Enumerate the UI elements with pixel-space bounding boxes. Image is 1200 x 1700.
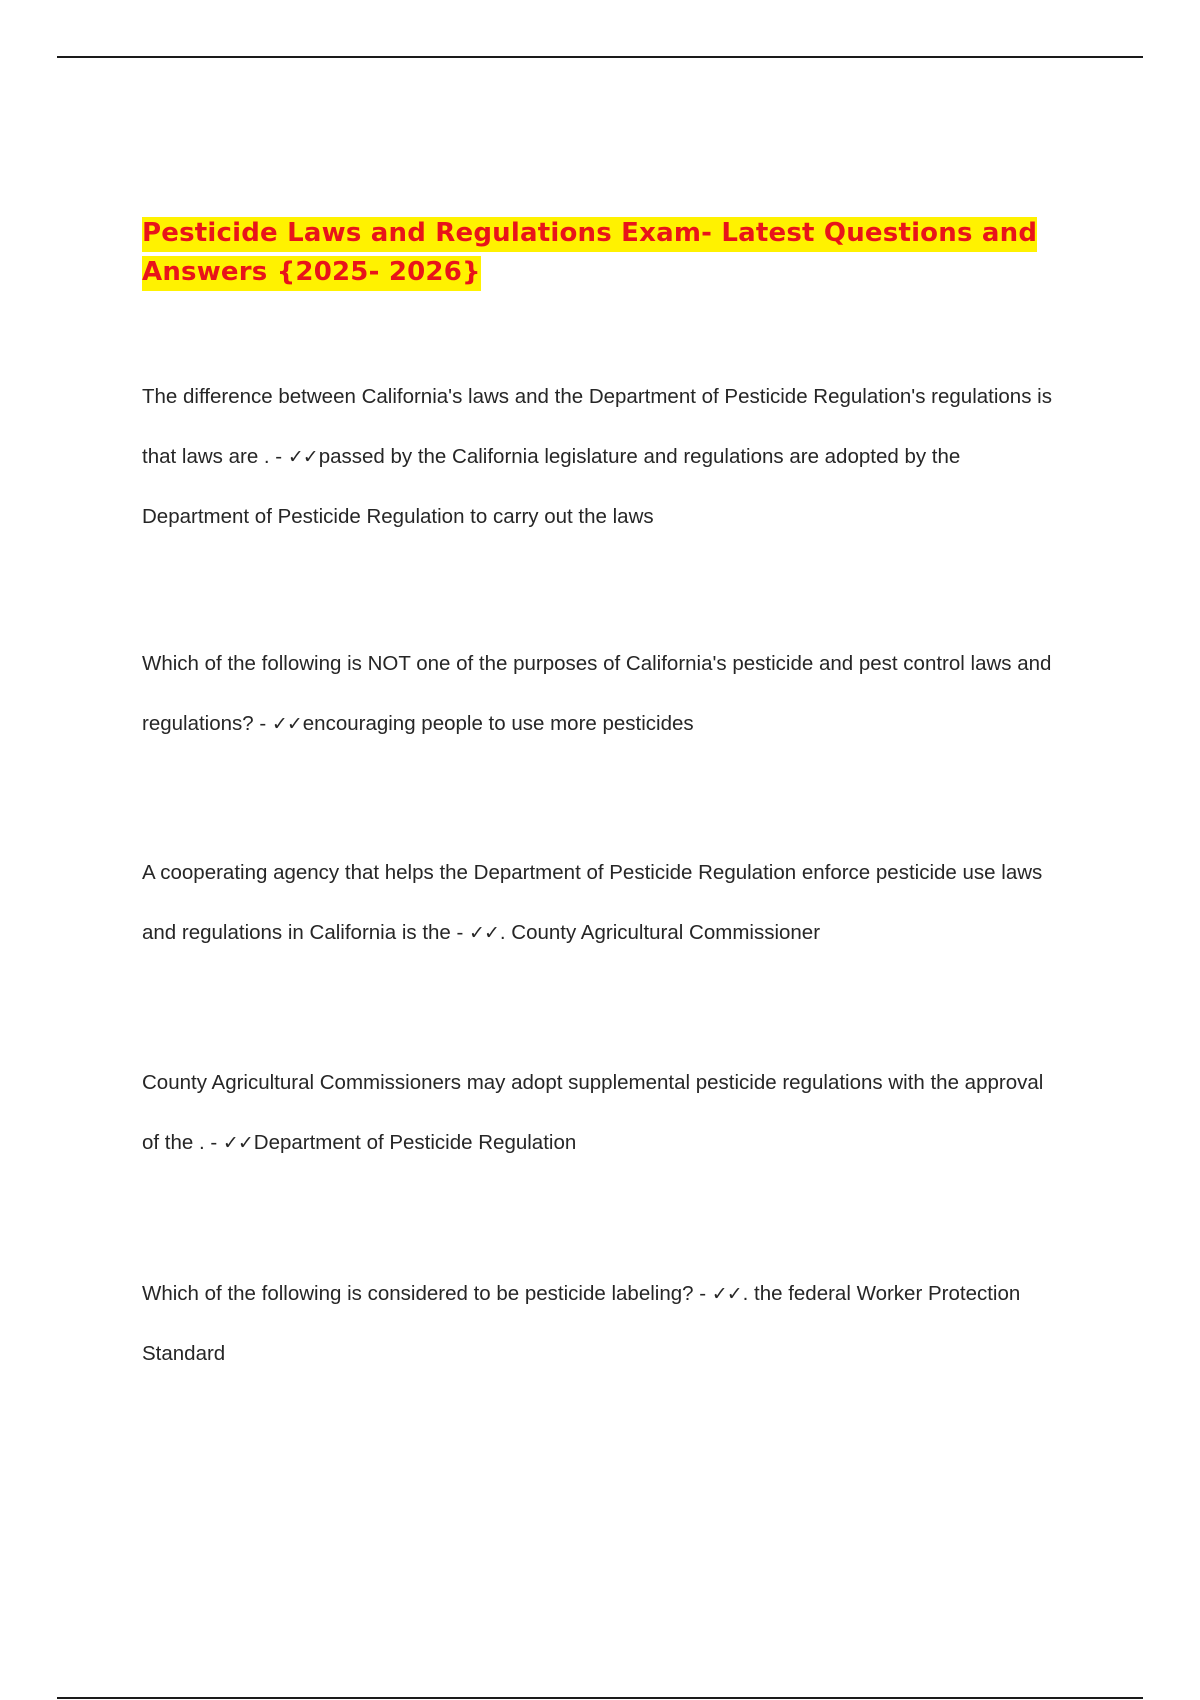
answer-text: passed by the California legislature and regulations are adopted by the Department of Pesticide Regulation to carry out the laws [142,445,961,528]
qa-item [142,367,1062,547]
document-title [142,214,1072,292]
double-check-icon: ✓✓ [222,1132,253,1154]
answer-text: Department of Pesticide Regulation [253,1131,577,1154]
double-check-icon: ✓✓ [271,713,302,735]
qa-item [142,1264,1062,1384]
answer-text: . County Agricultural Commissioner [499,921,821,944]
question-text: A cooperating agency that helps the Department of Pesticide Regulation enforce pesticide use laws and regulations in California is the - [142,861,1043,944]
qa-item [142,843,1062,963]
answer-text: . the federal Worker Protection Standard [142,1282,1021,1365]
question-text: Which of the following is NOT one of the purposes of California's pesticide and pest control laws and regulations? - [142,652,1052,735]
question-text: County Agricultural Commissioners may adopt supplemental pesticide regulations with the approval of the . - [142,1071,1044,1154]
double-check-icon: ✓✓ [287,446,318,468]
top-rule [57,56,1143,58]
qa-item [142,1053,1062,1173]
question-text: Which of the following is considered to be pesticide labeling? - [142,1282,707,1305]
document-title-text: Pesticide Laws and Regulations Exam- Latest Questions and Answers {2025- 2026} [142,217,1037,291]
qa-item [142,634,1062,754]
answer-text: encouraging people to use more pesticides [302,712,694,735]
bottom-rule [57,1697,1143,1699]
double-check-icon: ✓✓ [469,922,499,944]
question-text: The difference between California's laws and the Department of Pesticide Regulation's regulations is that laws are . - [142,385,1052,468]
double-check-icon: ✓✓ [711,1283,742,1305]
